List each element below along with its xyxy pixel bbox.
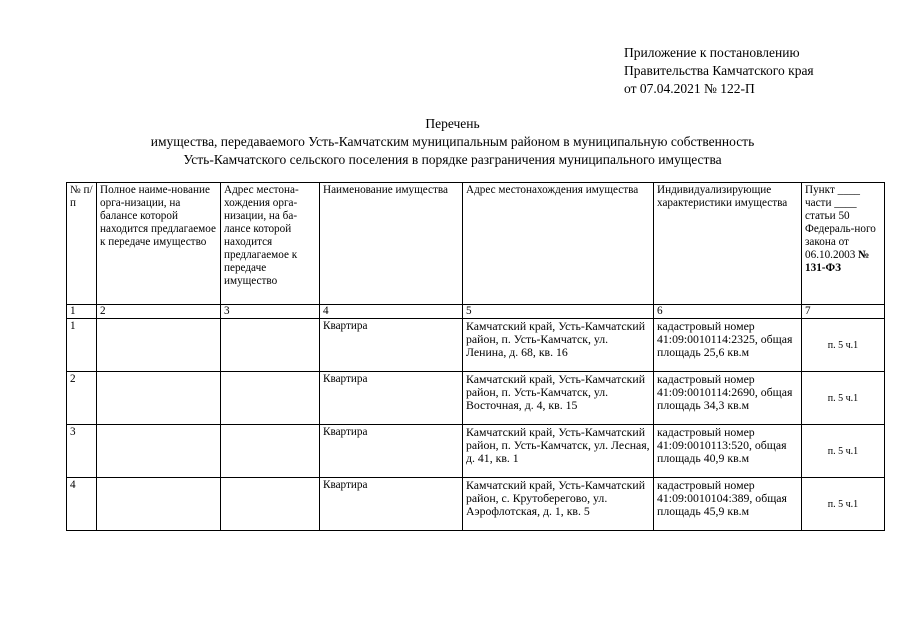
row-clause: п. 5 ч.1 — [802, 478, 885, 531]
title-line-3: Усть-Камчатского сельского поселения в порядке разграничения муниципального имущества — [183, 152, 722, 167]
header-org-address: Адрес местона-хождения орга-низации, на ба-лансе которой находится предлагаемое к передаче имущество — [221, 183, 320, 305]
column-number: 1 — [67, 305, 97, 319]
row-characteristics: кадастровый номер 41:09:0010114:2690, общая площадь 34,3 кв.м — [654, 372, 802, 425]
property-table — [66, 182, 885, 531]
row-clause: п. 5 ч.1 — [802, 425, 885, 478]
row-num: 4 — [67, 478, 97, 531]
row-org-name — [97, 478, 221, 531]
column-number: 6 — [654, 305, 802, 319]
table-row — [67, 425, 885, 478]
appendix-line-2: Правительства Камчатского края — [624, 63, 814, 78]
row-address: Камчатский край, Усть-Камчатский район, п. Усть-Камчатск, ул. Восточная, д. 4, кв. 15 — [463, 372, 654, 425]
appendix-line-1: Приложение к постановлению — [624, 45, 800, 60]
row-property-name: Квартира — [320, 478, 463, 531]
row-org-name — [97, 319, 221, 372]
header-org-name: Полное наиме-нование орга-низации, на балансе которой находится предлагаемое к передаче имущество — [97, 183, 221, 305]
column-number: 2 — [97, 305, 221, 319]
appendix-heading — [624, 44, 814, 98]
row-num: 3 — [67, 425, 97, 478]
table-row — [67, 372, 885, 425]
column-number: 5 — [463, 305, 654, 319]
row-address: Камчатский край, Усть-Камчатский район, п. Усть-Камчатск, ул. Ленина, д. 68, кв. 16 — [463, 319, 654, 372]
row-address: Камчатский край, Усть-Камчатский район, с. Крутоберегово, ул. Аэрофлотская, д. 1, кв. 5 — [463, 478, 654, 531]
row-property-name: Квартира — [320, 319, 463, 372]
title-line-1: Перечень — [425, 116, 480, 131]
row-clause: п. 5 ч.1 — [802, 319, 885, 372]
row-property-name: Квартира — [320, 372, 463, 425]
column-number: 3 — [221, 305, 320, 319]
row-property-name: Квартира — [320, 425, 463, 478]
row-num: 1 — [67, 319, 97, 372]
row-characteristics: кадастровый номер 41:09:0010104:389, общая площадь 45,9 кв.м — [654, 478, 802, 531]
column-number: 4 — [320, 305, 463, 319]
header-characteristics: Индивидуализирующие характеристики имущества — [654, 183, 802, 305]
row-address: Камчатский край, Усть-Камчатский район, п. Усть-Камчатск, ул. Лесная, д. 41, кв. 1 — [463, 425, 654, 478]
table-header-row — [67, 183, 885, 305]
row-org-address — [221, 319, 320, 372]
header-clause-text: Пункт ____ части ____ статьи 50 Федераль-ного закона от 06.10.2003 — [805, 184, 876, 261]
row-clause: п. 5 ч.1 — [802, 372, 885, 425]
row-org-address — [221, 425, 320, 478]
row-org-address — [221, 372, 320, 425]
title-line-2: имущества, передаваемого Усть-Камчатским муниципальным районом в муниципальную собственность — [150, 134, 755, 149]
header-clause — [802, 183, 885, 305]
row-characteristics: кадастровый номер 41:09:0010113:520, общая площадь 40,9 кв.м — [654, 425, 802, 478]
column-number-row — [67, 305, 885, 319]
document-title — [0, 115, 905, 169]
header-clause-law: № 131-ФЗ — [805, 249, 870, 274]
header-property-name: Наименование имущества — [320, 183, 463, 305]
header-property-address: Адрес местонахождения имущества — [463, 183, 654, 305]
row-org-name — [97, 425, 221, 478]
row-num: 2 — [67, 372, 97, 425]
appendix-line-3: от 07.04.2021 № 122-П — [624, 81, 755, 96]
table-row — [67, 319, 885, 372]
column-number: 7 — [802, 305, 885, 319]
header-num: № п/п — [67, 183, 97, 305]
row-org-address — [221, 478, 320, 531]
table-row — [67, 478, 885, 531]
row-org-name — [97, 372, 221, 425]
row-characteristics: кадастровый номер 41:09:0010114:2325, общая площадь 25,6 кв.м — [654, 319, 802, 372]
